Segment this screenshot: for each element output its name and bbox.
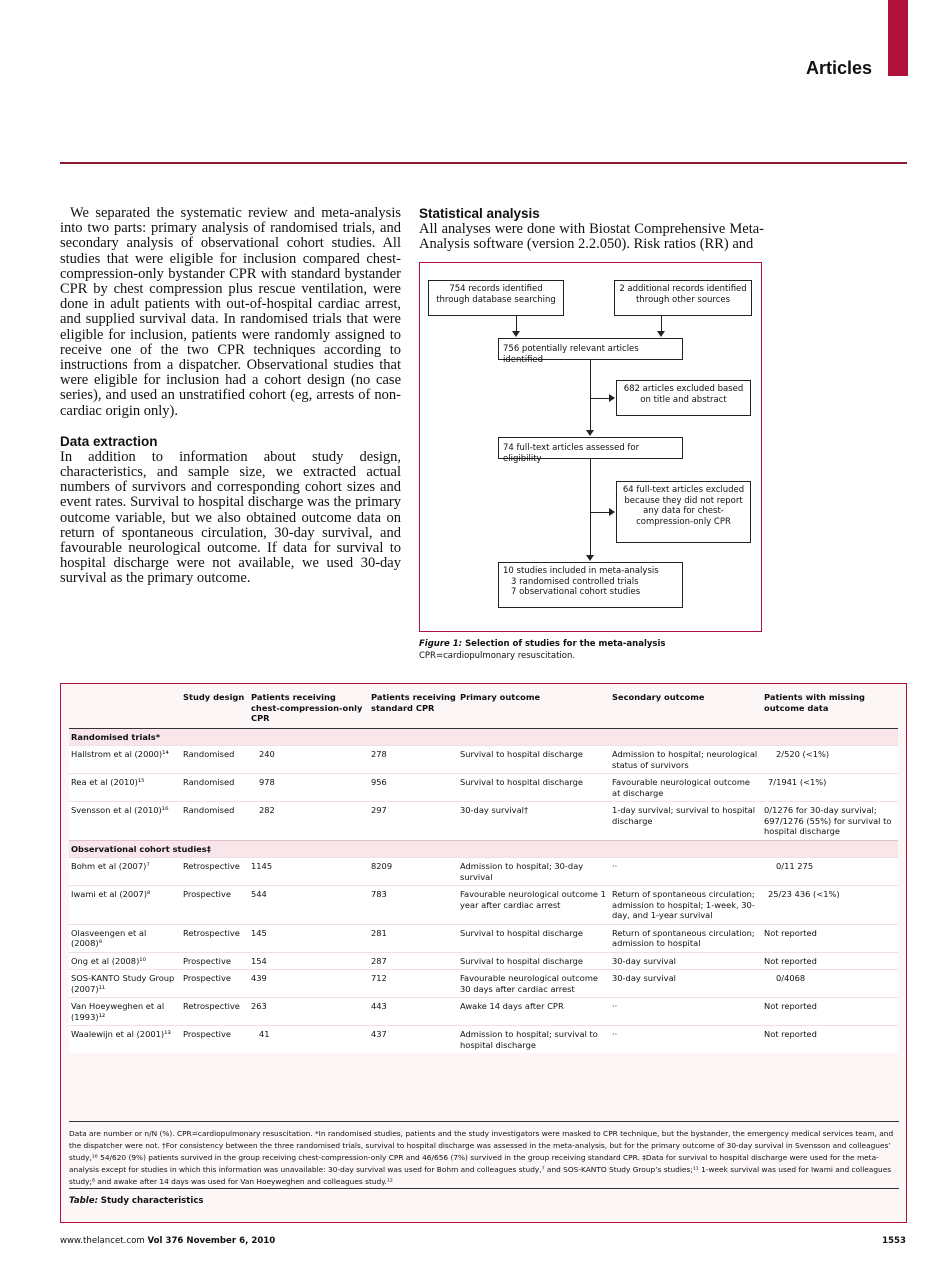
cell-standard: 297 [369, 802, 458, 841]
flow-arrow-down [586, 430, 594, 436]
cell-primary-outcome: Awake 14 days after CPR [458, 998, 610, 1026]
cell-secondary-outcome: ·· [610, 1026, 762, 1054]
table-footnote: Data are number or n/N (%). CPR=cardiopulmonary resuscitation. *In randomised studies, patients and the study investigators were masked to CPR technique, but the bystander, the emergency medical services team, and the dispatcher were not. †For consistency between the three randomised trials, survival to hospital discharge was assessed in the meta-analysis, but for the primary outcome of 30-day survival in Svensson and colleagues’ study,¹⁶ 54/620 (9%) patients survived in the group receiving chest-compression-only CPR and 46/656 (7%) survived in the group receiving standard CPR. ‡Data for survival to hospital discharge were used for the meta-analysis except for studies in which this information was unavailable: 30-day survival was used for Bohm and colleagues study,⁷ and SOS-KANTO Study Group’s studies;¹¹ 1-week survival was used for Iwami and colleagues study;⁸ and awake after 14 days was used for Van Hoeyweghen and colleagues study.¹² [69, 1121, 899, 1188]
cell-secondary-outcome: Admission to hospital; neurological status of survivors [610, 746, 762, 774]
cell-primary-outcome: Survival to hospital discharge [458, 924, 610, 952]
cell-missing: 7/1941 (<1%) [762, 774, 898, 802]
table-row [69, 774, 898, 802]
flow-box-included-studies [498, 562, 683, 608]
cell-secondary-outcome: Return of spontaneous circulation; admission to hospital; 1-week, 30-day, and 1-year survival [610, 886, 762, 925]
cell-primary-outcome: 30-day survival† [458, 802, 610, 841]
group-row-randomised [69, 728, 898, 746]
flow-line [590, 398, 610, 399]
table-row [69, 998, 898, 1026]
footer-date: November 6, 2010 [186, 1236, 276, 1246]
figure-note: CPR=cardiopulmonary resuscitation. [419, 651, 576, 661]
cell-compression-only: 1145 [249, 858, 369, 886]
flow-arrow-right [609, 508, 615, 516]
cell-compression-only: 282 [249, 802, 369, 841]
cell-standard: 783 [369, 886, 458, 925]
cell-compression-only: 154 [249, 952, 369, 970]
cell-secondary-outcome: Return of spontaneous circulation; admission to hospital [610, 924, 762, 952]
cell-study: Olasveengen et al (2008)⁹ [69, 924, 181, 952]
group-label: Observational cohort studies‡ [69, 840, 898, 858]
cell-design: Randomised [181, 774, 249, 802]
cell-standard: 712 [369, 970, 458, 998]
statistical-analysis-heading: Statistical analysis [419, 206, 540, 221]
cell-study: Van Hoeyweghen et al (1993)¹² [69, 998, 181, 1026]
table-title: Study characteristics [100, 1196, 204, 1206]
page-number: 1553 [882, 1236, 906, 1246]
cell-standard: 443 [369, 998, 458, 1026]
cell-secondary-outcome: ·· [610, 858, 762, 886]
cell-study: Waalewijn et al (2001)¹³ [69, 1026, 181, 1054]
cell-study: Svensson et al (2010)¹⁶ [69, 802, 181, 841]
flow-line [590, 360, 591, 430]
cell-study: Ong et al (2008)¹⁰ [69, 952, 181, 970]
flow-box-other-sources: 2 additional records identified through other sources [614, 280, 752, 316]
cell-study: Bohm et al (2007)⁷ [69, 858, 181, 886]
table-row [69, 746, 898, 774]
flow-arrow-down [512, 331, 520, 337]
study-characteristics-table [60, 683, 907, 1223]
cell-compression-only: 439 [249, 970, 369, 998]
cell-compression-only: 41 [249, 1026, 369, 1054]
left-column [60, 206, 401, 587]
flow-line [590, 459, 591, 555]
cell-missing: 25/23 436 (<1%) [762, 886, 898, 925]
figure-caption [419, 638, 764, 662]
cell-primary-outcome: Survival to hospital discharge [458, 952, 610, 970]
cell-standard: 8209 [369, 858, 458, 886]
cell-study: SOS-KANTO Study Group (2007)¹¹ [69, 970, 181, 998]
table-row [69, 924, 898, 952]
cell-missing: 2/520 (<1%) [762, 746, 898, 774]
table-caption [69, 1188, 899, 1206]
cell-compression-only: 978 [249, 774, 369, 802]
cell-design: Prospective [181, 1026, 249, 1054]
cell-missing: 0/4068 [762, 970, 898, 998]
footer-site: www.thelancet.com [60, 1236, 145, 1246]
footer-citation [60, 1236, 275, 1246]
flow-arrow-down [586, 555, 594, 561]
table-label: Table: [69, 1196, 99, 1206]
included-total: 10 studies included in meta-analysis [503, 566, 659, 576]
cell-compression-only: 544 [249, 886, 369, 925]
cell-missing: Not reported [762, 924, 898, 952]
flow-line [661, 316, 662, 331]
column-header: Secondary outcome [610, 690, 762, 728]
cell-missing: Not reported [762, 952, 898, 970]
table-header-row [69, 690, 898, 728]
table-row [69, 858, 898, 886]
cell-standard: 287 [369, 952, 458, 970]
cell-design: Randomised [181, 746, 249, 774]
figure-label: Figure 1: [419, 639, 463, 649]
column-header [69, 690, 181, 728]
flow-box-excluded-full-text: 64 full-text articles excluded because they did not report any data for chest-compression-only CPR [616, 481, 751, 543]
cell-study: Iwami et al (2007)⁸ [69, 886, 181, 925]
section-label: Articles [805, 58, 872, 78]
column-header: Patients receiving chest-compression-only CPR [249, 690, 369, 728]
cell-primary-outcome: Favourable neurological outcome 30 days after cardiac arrest [458, 970, 610, 998]
cell-missing: 0/1276 for 30-day survival; 697/1276 (55%) for survival to hospital discharge [762, 802, 898, 841]
table-row [69, 952, 898, 970]
cell-missing: Not reported [762, 998, 898, 1026]
cell-secondary-outcome: Favourable neurological outcome at discharge [610, 774, 762, 802]
footer-volume: Vol 376 [147, 1236, 184, 1246]
header-rule [60, 162, 907, 164]
cell-secondary-outcome: ·· [610, 998, 762, 1026]
cell-standard: 281 [369, 924, 458, 952]
flow-line [590, 512, 610, 513]
cell-compression-only: 145 [249, 924, 369, 952]
flow-arrow-right [609, 394, 615, 402]
cell-compression-only: 240 [249, 746, 369, 774]
cell-standard: 956 [369, 774, 458, 802]
group-label: Randomised trials* [69, 728, 898, 746]
cell-secondary-outcome: 30-day survival [610, 970, 762, 998]
table-row [69, 1026, 898, 1054]
cell-primary-outcome: Admission to hospital; 30-day survival [458, 858, 610, 886]
data-extraction-heading: Data extraction [60, 433, 158, 449]
cell-missing: 0/11 275 [762, 858, 898, 886]
table-row [69, 970, 898, 998]
flow-line [516, 316, 517, 331]
figure-title: Selection of studies for the meta-analysis [465, 639, 666, 649]
intro-paragraph: We separated the systematic review and meta-analysis into two parts: primary analysis of randomised trials, and secondary analysis of observational cohort studies. All studies that were eligible for inclusion compared chest-compression-only bystander CPR with standard bystander CPR by chest compression plus rescue ventilation, were done in adult patients with out-of-hospital cardiac arrest, and supplied survival data. In randomised trials that were eligible for inclusion, patients were randomly assigned to receive one of the two CPR techniques according to instructions from a dispatcher. Observational studies that were eligible for inclusion had a cohort design (no case series), and used an unstratified cohort (eg, arrests of non-cardiac origin only). [60, 205, 401, 419]
table-row [69, 802, 898, 841]
cell-primary-outcome: Favourable neurological outcome 1 year after cardiac arrest [458, 886, 610, 925]
section-tab [888, 0, 908, 76]
data-extraction-paragraph: In addition to information about study design, characteristics, and sample size, we extracted actual numbers of survivors and corresponding cohort sizes and event rates. Survival to hospital discharge was the primary outcome variable, but we also obtained outcome data on return of spontaneous circulation, 30-day survival, and favourable neurological outcome. If data for survival to hospital discharge were not available, we used 30-day survival as the primary outcome. [60, 448, 401, 587]
data-table [69, 690, 898, 1053]
cell-study: Rea et al (2010)¹⁵ [69, 774, 181, 802]
cell-design: Retrospective [181, 998, 249, 1026]
cell-design: Prospective [181, 886, 249, 925]
cell-standard: 278 [369, 746, 458, 774]
statistical-analysis-paragraph: All analyses were done with Biostat Comprehensive Meta-Analysis software (version 2.2.050). Risk ratios (RR) and [419, 221, 764, 253]
included-rct: 3 randomised controlled trials [511, 576, 639, 587]
column-header: Patients with missing outcome data [762, 690, 898, 728]
cell-primary-outcome: Survival to hospital discharge [458, 746, 610, 774]
column-header: Study design [181, 690, 249, 728]
column-header: Patients receiving standard CPR [369, 690, 458, 728]
cell-primary-outcome: Admission to hospital; survival to hospital discharge [458, 1026, 610, 1054]
flow-box-excluded-title: 682 articles excluded based on title and abstract [616, 380, 751, 416]
flow-arrow-down [657, 331, 665, 337]
cell-design: Retrospective [181, 924, 249, 952]
table-row [69, 886, 898, 925]
flow-box-relevant-articles: 756 potentially relevant articles identified [498, 338, 683, 360]
right-column [419, 206, 764, 252]
cell-compression-only: 263 [249, 998, 369, 1026]
group-row-observational [69, 840, 898, 858]
cell-design: Randomised [181, 802, 249, 841]
cell-missing: Not reported [762, 1026, 898, 1054]
included-observational: 7 observational cohort studies [511, 587, 641, 597]
cell-design: Prospective [181, 970, 249, 998]
cell-secondary-outcome: 30-day survival [610, 952, 762, 970]
column-header: Primary outcome [458, 690, 610, 728]
flow-box-database-records: 754 records identified through database searching [428, 280, 564, 316]
cell-design: Prospective [181, 952, 249, 970]
cell-secondary-outcome: 1-day survival; survival to hospital discharge [610, 802, 762, 841]
cell-study: Hallstrom et al (2000)¹⁴ [69, 746, 181, 774]
cell-primary-outcome: Survival to hospital discharge [458, 774, 610, 802]
cell-design: Retrospective [181, 858, 249, 886]
cell-standard: 437 [369, 1026, 458, 1054]
flow-box-full-text-assessed: 74 full-text articles assessed for eligibility [498, 437, 683, 459]
